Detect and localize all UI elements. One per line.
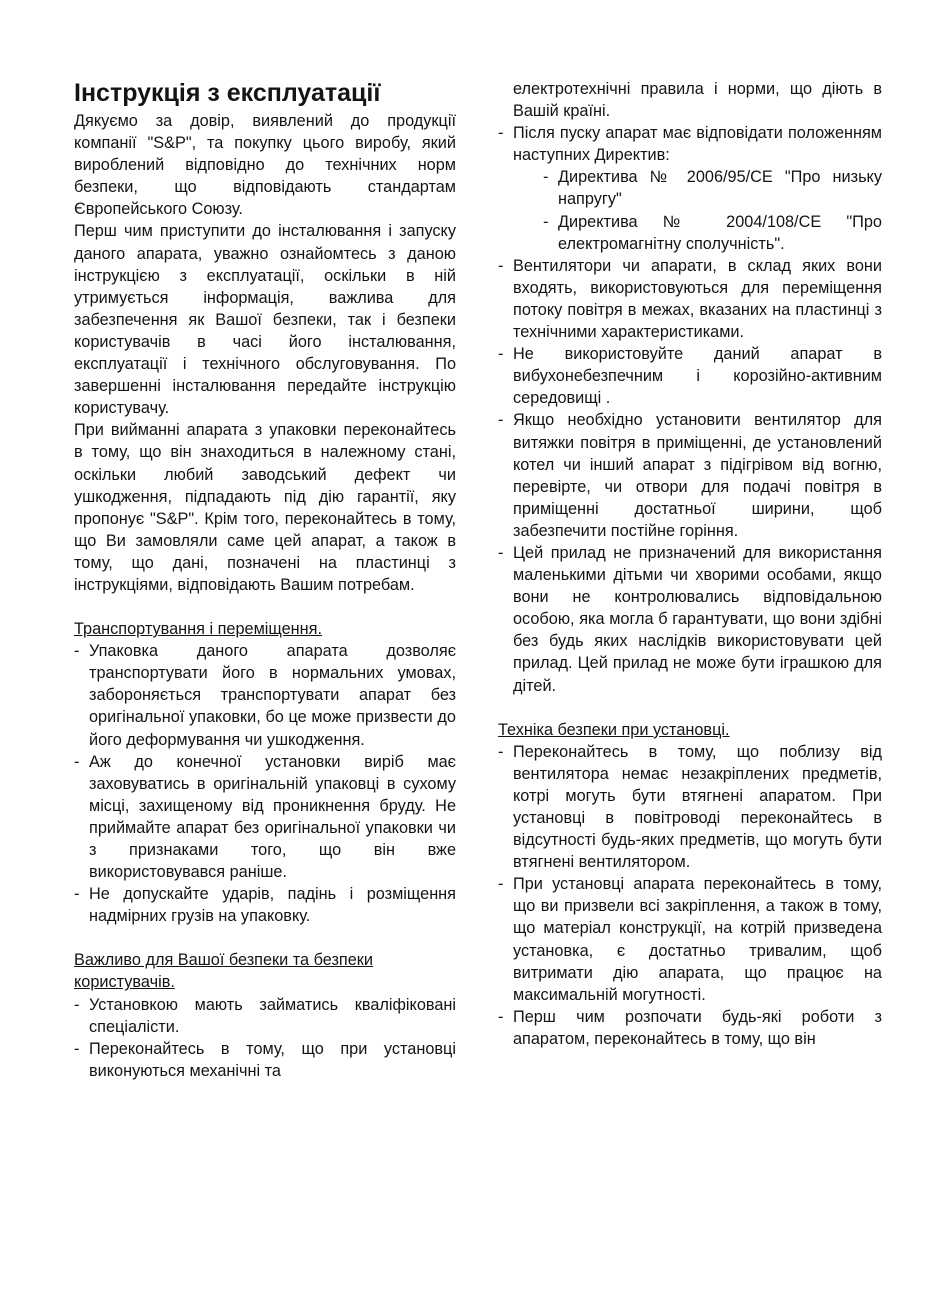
list-item: - Якщо необхідно установити вентилятор для витяжки повітря в приміщенні, де установлений котел чи інший апарат з підігрівом від вогню, перевірте, чи отвори для подачі повітря в приміщенні достатньої ширини, щоб забезпечити постійне горіння. [498, 409, 882, 542]
safety-list [74, 994, 456, 1082]
intro-paragraph: Дякуємо за довір, виявлений до продукції компанії "S&P", та покупку цього виробу, який вироблений відповідно до технічних норм безпеки, що відповідають стандартам Європейського Союзу. [74, 112, 456, 219]
list-item: - Цей прилад не призначений для використання маленькими дітьми чи хворими особами, якщо вони не контролювались відповідальною особою, яка могла б гарантувати, що вони здібні без будь яких наслідків використовувати цей прилад. Цей прилад не може бути іграшкою для дітей. [498, 542, 882, 697]
install-list [498, 741, 882, 1050]
list-item: - Вентилятори чи апарати, в склад яких вони входять, використовуються для переміщення потоку повітря в межах, вказаних на пластинці з технічними характеристиками. [498, 255, 882, 343]
list-item: - Установкою мають займатись кваліфіковані спеціалісти. [74, 994, 456, 1038]
right-column [498, 78, 882, 1050]
list-item: - Не допускайте ударів, падінь і розміщення надмірних грузів на упаковку. [74, 883, 456, 927]
intro-paragraph: При вийманні апарата з упаковки переконайтесь в тому, що він знаходиться в належному стані, оскільки любий заводський дефект чи ушкодження, підпадають під дію гарантії, яку пропонує "S&P". Крім того, переконайтесь в тому, що Ви замовляли саме цей апарат, а також в тому, що дані, позначені на пластинці з інструкціями, відповідають Вашим потребам. [74, 421, 456, 594]
section-heading-install: Техніка безпеки при установці. [498, 720, 730, 739]
list-item-text: Після пуску апарат має відповідати положенням наступних Директив: [513, 124, 882, 165]
list-item [498, 122, 882, 255]
transport-list [74, 640, 456, 927]
list-item: - Перш чим розпочати будь-які роботи з апаратом, переконайтесь в тому, що він [498, 1006, 882, 1050]
list-item: - Переконайтесь в тому, що при установці виконуються механічні та [74, 1038, 456, 1082]
continuation-label: електротехнічні правила і норми, що діють в Вашій країні. [513, 80, 882, 121]
directives-list [513, 166, 882, 254]
continuation-text [498, 78, 882, 122]
section-heading-transport: Транспортування і переміщення. [74, 620, 322, 639]
directive-item: - Директива № 2006/95/CE "Про низьку напругу" [543, 166, 882, 210]
left-column [74, 78, 456, 1082]
intro-paragraph: Перш чим приступити до інсталювання і запуску даного апарата, уважно ознайомтесь з даною інструкцією з експлуатації, оскільки в ній утримується інформація, важлива для забезпечення як Вашої безпеки, так і безпеки користувачів в часі його інсталювання, експлуатації і технічного обслуговування. По завершенні інсталювання передайте інструкцію користувачу. [74, 222, 456, 418]
list-item: - При установці апарата переконайтесь в тому, що ви призвели всі закріплення, а також в тому, що матеріал конструкції, на котрій призведена установка, є достатньо тривалим, щоб витримати дію апарата, що працює на максимальній могутності. [498, 873, 882, 1006]
list-item: - Не використовуйте даний апарат в вибухонебезпечним і корозійно-активним середовищі . [498, 343, 882, 409]
safety-list-continued [498, 78, 882, 697]
directive-item: - Директива № 2004/108/CE "Про електромагнітну сполучність". [543, 211, 882, 255]
list-item: - Переконайтесь в тому, що поблизу від вентилятора немає незакріплених предметів, котрі могуть бути втягнені апаратом. При установці в повітроводі переконайтесь в відсутності будь-яких предметів, що могуть бути втягнені вентилятором. [498, 741, 882, 874]
page-title: Інструкція з експлуатації [74, 79, 381, 107]
section-heading-safety: Важливо для Вашої безпеки та безпеки користувачів. [74, 951, 374, 992]
list-item: - Аж до конечної установки виріб має заховуватись в оригінальній упаковці в сухому місці, захищеному від проникнення бруду. Не приймайте апарат без оригінальної упаковки чи з признаками того, що він вже використовувався раніше. [74, 751, 456, 884]
list-item: - Упаковка даного апарата дозволяє транспортувати його в нормальних умовах, забороняється транспортувати апарат без оригінальної упаковки, бо це може призвести до його деформування чи ушкодження. [74, 640, 456, 750]
